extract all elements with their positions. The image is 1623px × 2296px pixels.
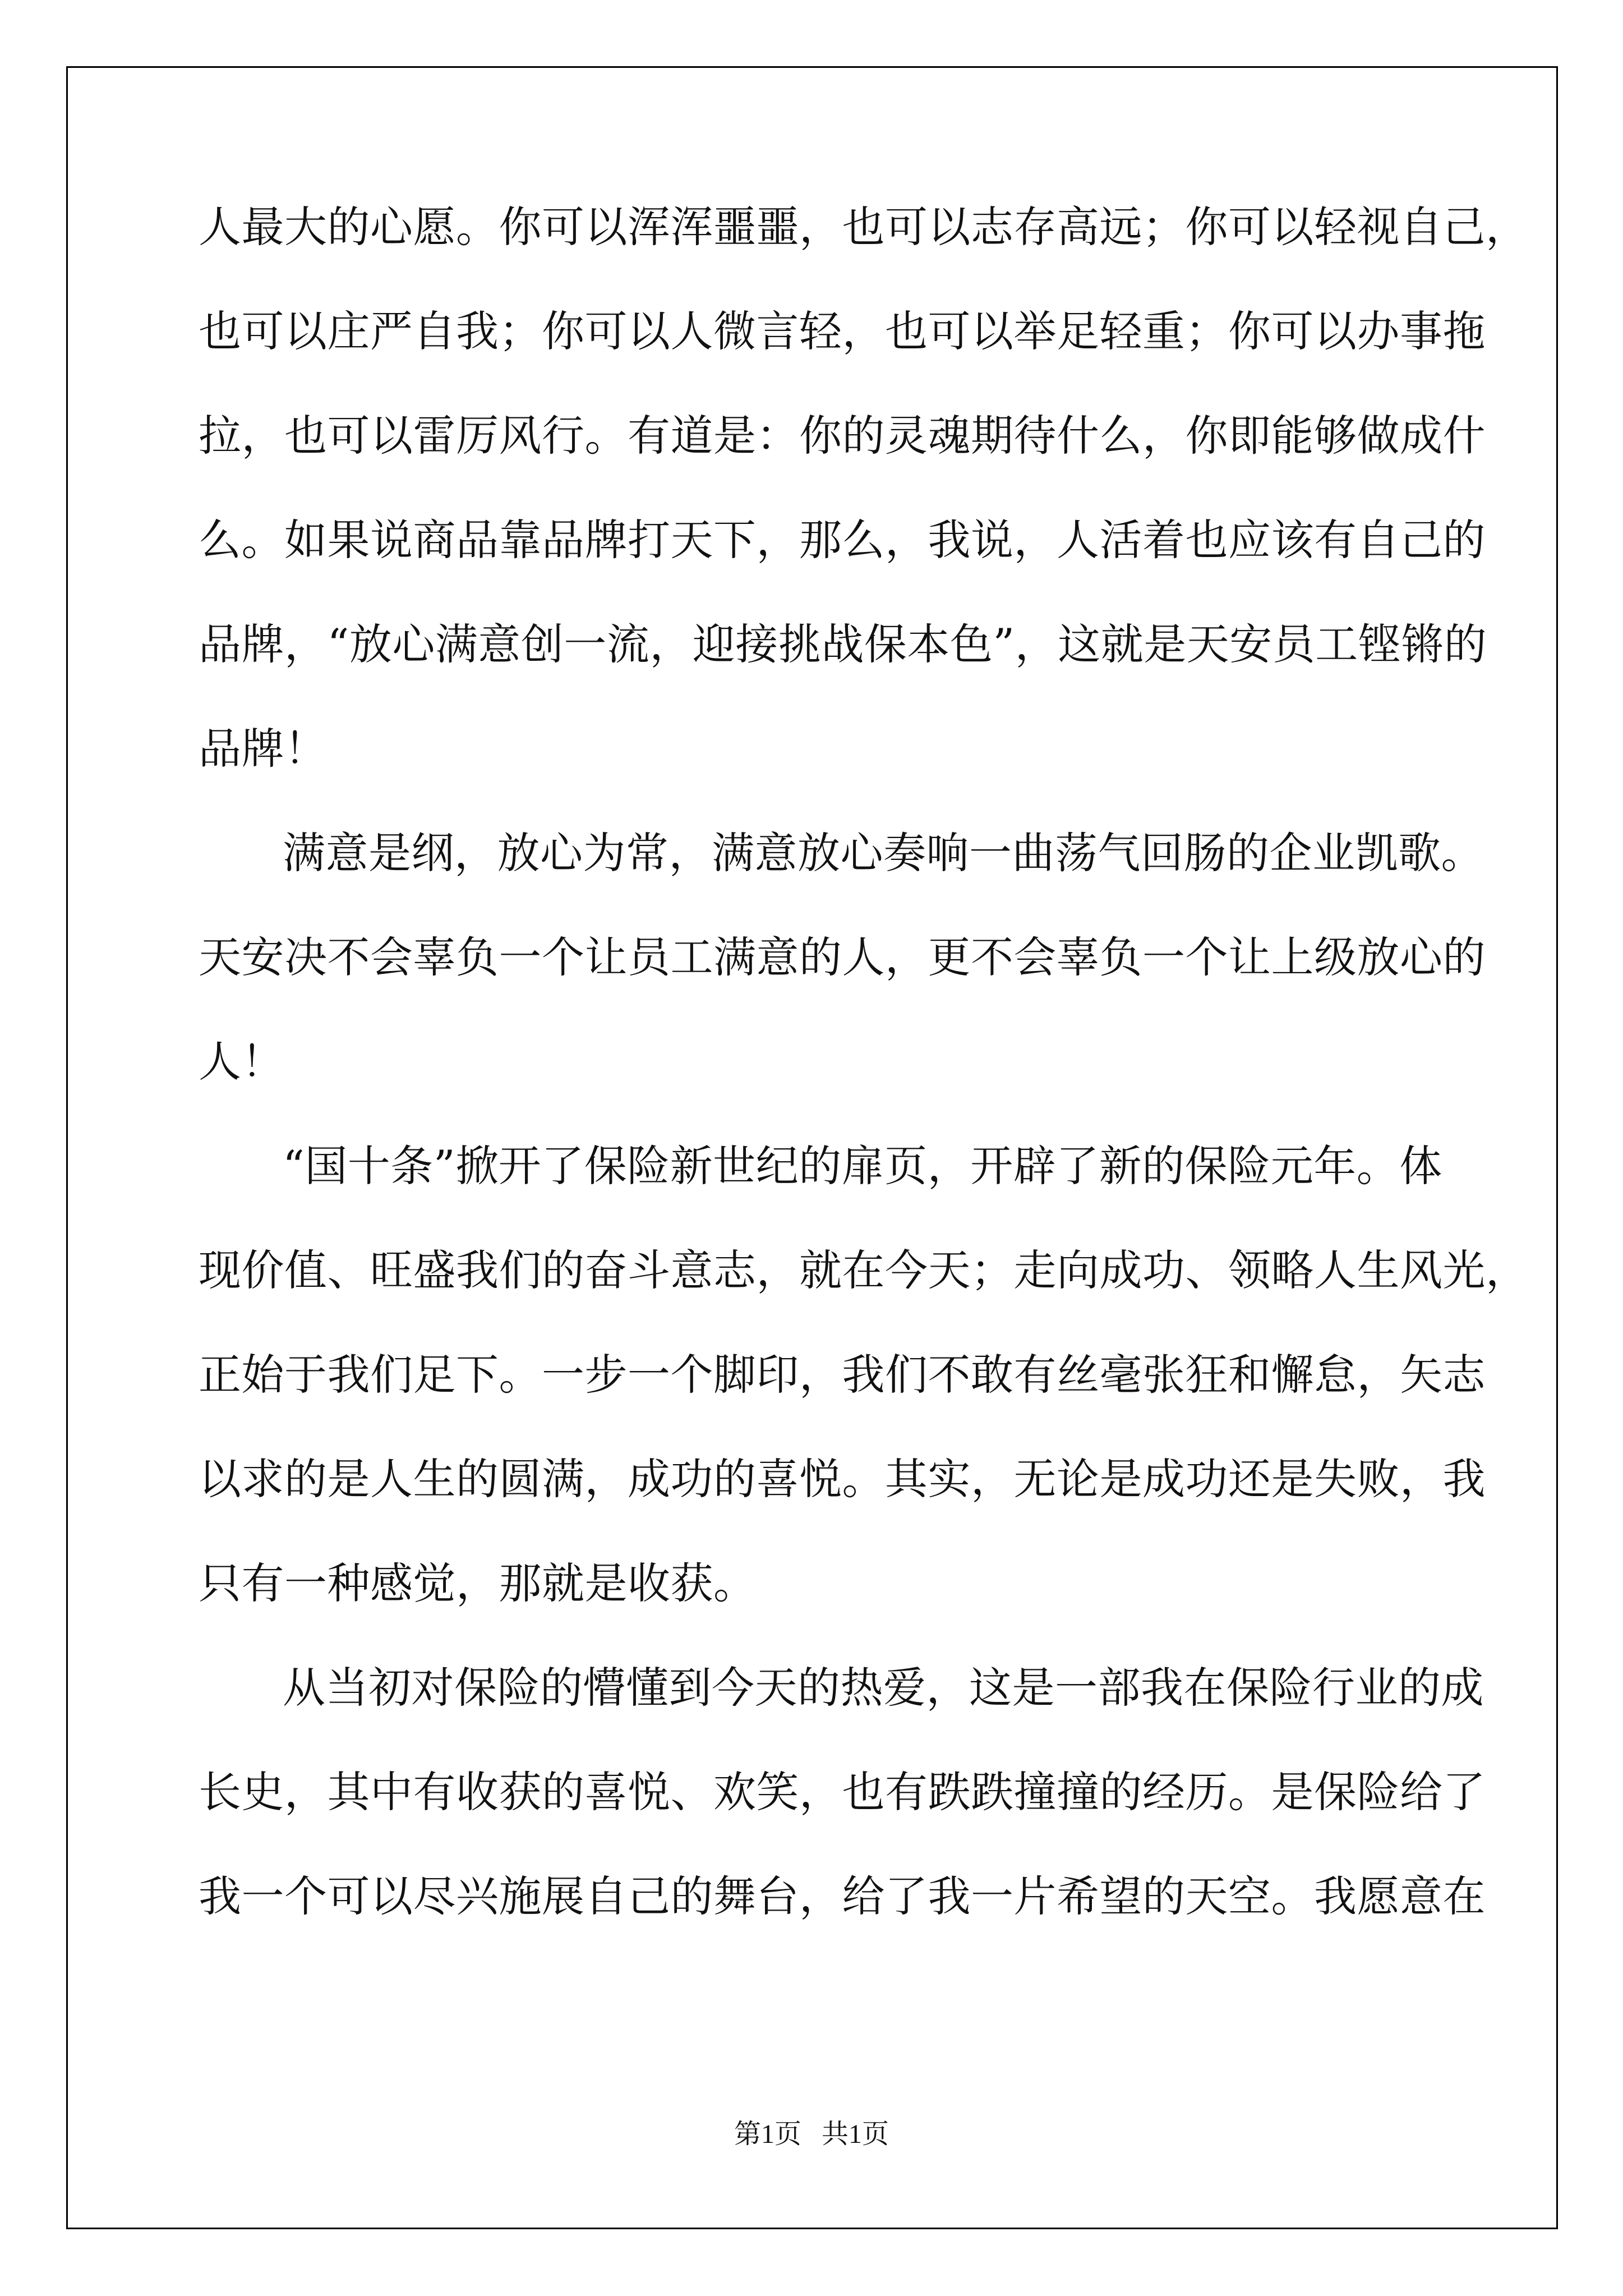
text-line: 我一个可以尽兴施展自己的舞台，给了我一片希望的天空。我愿意在 bbox=[199, 1871, 1486, 1921]
text-line: 天安决不会辜负一个让员工满意的人，更不会辜负一个让上级放心的 bbox=[199, 932, 1486, 982]
text-line: 品牌！ bbox=[199, 724, 328, 774]
text-line: 以求的是人生的圆满，成功的喜悦。其实，无论是成功还是失败，我 bbox=[199, 1454, 1486, 1504]
text-line: 人！ bbox=[199, 1037, 284, 1087]
paragraph-start-line: 从当初对保险的懵懂到今天的热爱，这是一部我在保险行业的成 bbox=[283, 1663, 1484, 1713]
text-line: 现价值、旺盛我们的奋斗意志，就在今天；走向成功、领略人生风光， bbox=[199, 1245, 1529, 1295]
text-line: 么。如果说商品靠品牌打天下，那么，我说，人活着也应该有自己的 bbox=[199, 515, 1486, 565]
page-number-footer: 第1页 共1页 bbox=[734, 2119, 889, 2149]
text-line: 拉，也可以雷厉风行。有道是：你的灵魂期待什么，你即能够做成什 bbox=[199, 411, 1486, 461]
text-line: 也可以庄严自我；你可以人微言轻，也可以举足轻重；你可以办事拖 bbox=[199, 306, 1486, 356]
paragraph-start-line: 满意是纲，放心为常，满意放心奏响一曲荡气回肠的企业凯歌。 bbox=[283, 828, 1484, 878]
text-line: 只有一种感觉，那就是收获。 bbox=[199, 1558, 757, 1608]
text-line: 正始于我们足下。一步一个脚印，我们不敢有丝毫张狂和懈怠，矢志 bbox=[199, 1350, 1486, 1400]
text-line: 长史，其中有收获的喜悦、欢笑，也有跌跌撞撞的经历。是保险给了 bbox=[199, 1767, 1486, 1817]
paragraph-start-line: “国十条”掀开了保险新世纪的扉页，开辟了新的保险元年。体 bbox=[283, 1141, 1442, 1191]
text-line: 人最大的心愿。你可以浑浑噩噩，也可以志存高远；你可以轻视自己， bbox=[199, 202, 1529, 252]
text-line: 品牌，“放心满意创一流，迎接挑战保本色”，这就是天安员工铿锵的 bbox=[199, 619, 1487, 669]
document-body bbox=[199, 194, 1529, 1967]
